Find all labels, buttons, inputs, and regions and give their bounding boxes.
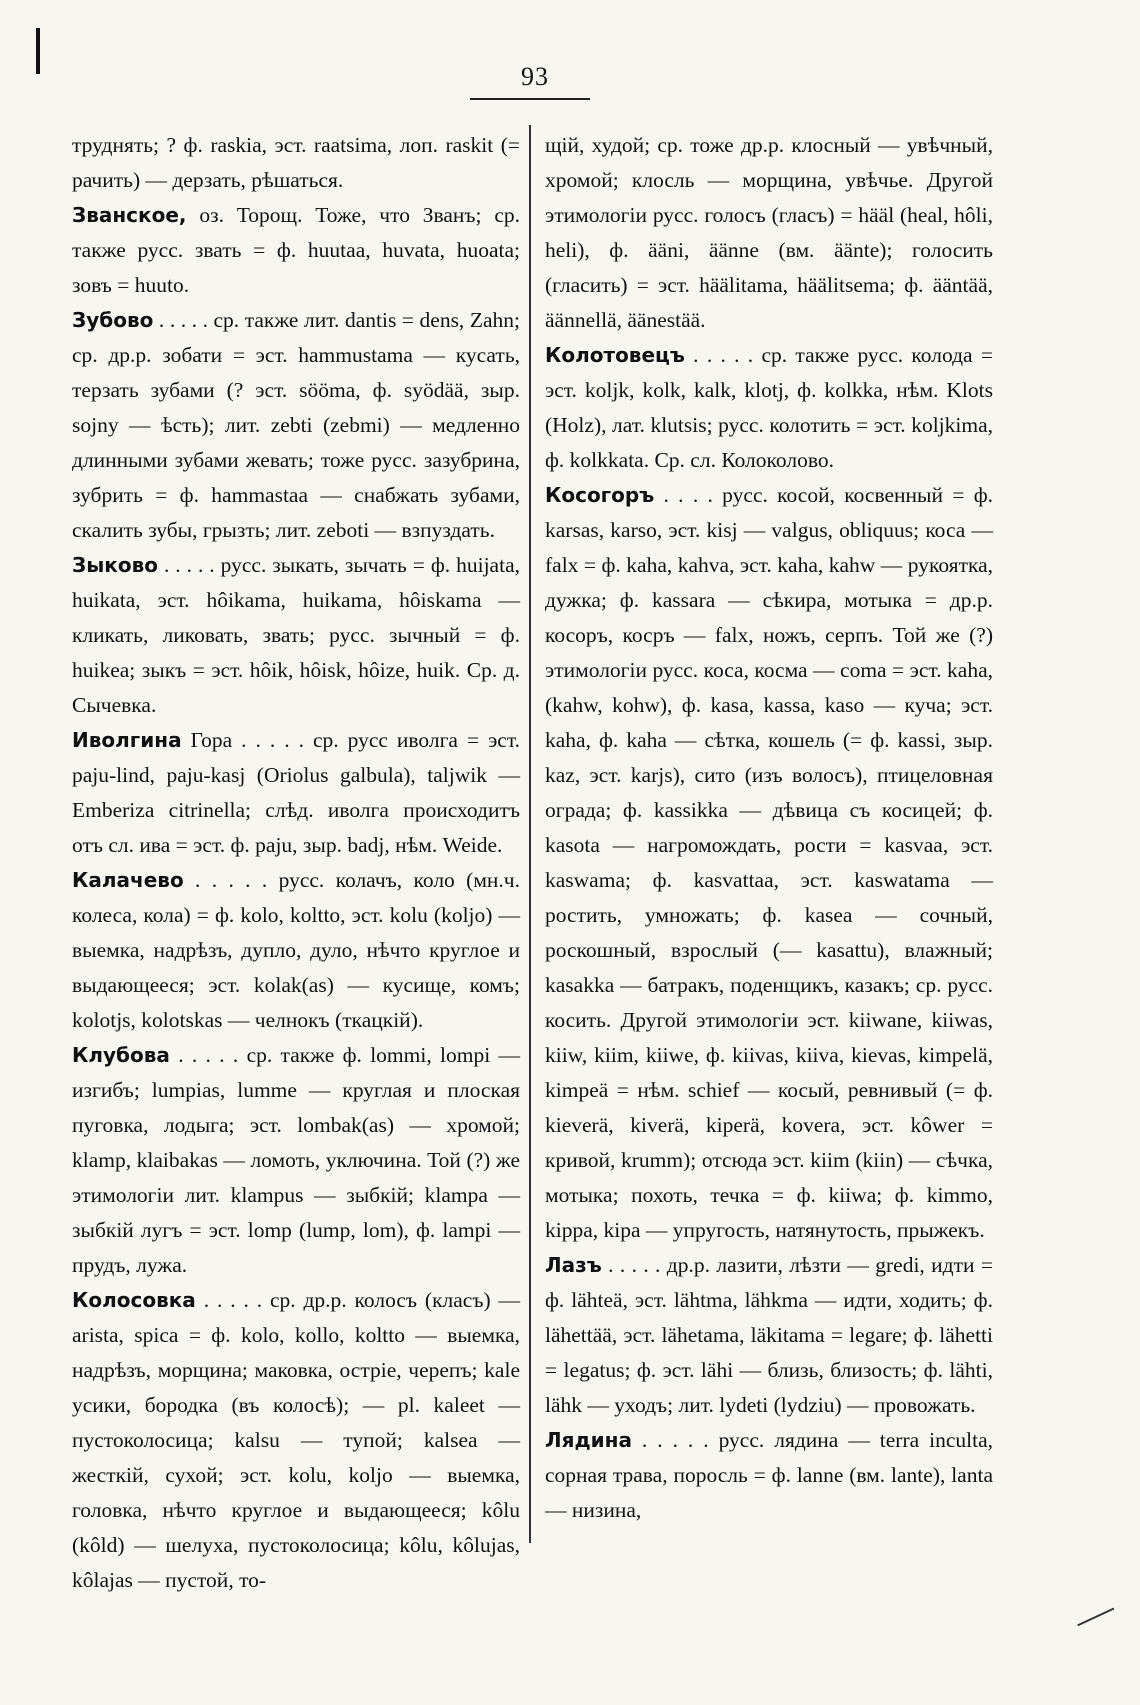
entry-head: Лядина (545, 1428, 632, 1452)
entry-text: оз. Торощ. Тоже, что Званъ; ср. также русс. звать = ф. huutaa, huvata, huoata; зовъ = huuto. (72, 203, 520, 297)
entry-text: . . . . русс. косой, косвенный = ф. karsas, karso, эст. kisj — valgus, obliquus; коса — falx = ф. kaha, kahva, эст. kaha, kahw — рукоятка, дужка; ф. kassara — сѣкира, мотыка = др.р. косоръ, косръ — falx, ножъ, серпъ. Той же (?) этимологіи русс. коса, косма — coma = эст. kaha, (kahw, kohw), ф. kasa, kassa, kaso — куча; эст. kaha, ф. kaha — сѣтка, кошель (= ф. kassi, зыр. kaz, эст. karjs), сито (изъ волосъ), птицеловная ограда; ф. kassikka — дѣвица съ косицей; ф. kasota — нагромождать, рости = kasvaa, эст. kaswama; ф. kasvattaa, эст. kaswatama — ростить, умножать; ф. kasea — сочный, роскошный, взрослый (— kasattu), влажный; kasakka — батракъ, поденщикъ, казакъ; ср. русс. косить. Другой этимологіи эст. kiiwane, kiiwas, kiiw, kiim, kiiwe, ф. kiivas, kiiva, kievas, kimpelä, kimpeä = нѣм. schief — косый, ревнивый (= ф. kieverä, kiverä, kiperä, kovera, эст. kôwer = кривой, krumm); отсюда эст. kiim (kiin) — сѣчка, мотыка; похоть, течка = ф. kiiwa; ф. kimmo, kippa, kipa — упругость, натянутость, прыжекъ. (545, 483, 993, 1242)
entry-text: . . . . . ср. др.р. колосъ (класъ) — arista, spica = ф. kolo, kollo, koltto — выемка, надрѣзъ, морщина; маковка, остріе, черепъ; kale усики, бородка (въ колосѣ); — pl. kaleet — пустоколосица; kalsu — тупой; kalsea — жесткій, сухой; эст. kolu, koljo — выемка, головка, нѣчто круглое и выдающееся; kôlu (kôld) — шелуха, пустоколосица; kôlu, kôlujas, kôlajas — пустой, то- (72, 1288, 520, 1592)
entry-text: . . . . . русс. зыкать, зычать = ф. huijata, huikata, эст. hôikama, huikama, hôiskama — кликать, ликовать, звать; русс. зычный = ф. huikea; зыкъ = эст. hôik, hôisk, hôize, huik. Ср. д. Сычевка. (72, 553, 520, 717)
page-number: 93 (521, 62, 549, 91)
column-divider (529, 125, 531, 1543)
entry-text: . . . . . ср. также ф. lommi, lompi — изгибъ; lumpias, lumme — круглая и плоская пуговка, лодыга; эст. lombak(as) — хромой; klamp, klaibakas — ломоть, уключина. Той (?) же этимологіи лит. klampus — зыбкій; klampa — зыбкій лугъ = эст. lomp (lump, lom), ф. lampi — прудъ, лужа. (72, 1043, 520, 1277)
entry-head: Калачево (72, 868, 184, 892)
entry-text: щій, худой; ср. тоже др.р. клосный — увѣчный, хромой; клосль — морщина, увѣчье. Другой этимологіи русс. голосъ (гласъ) = hääl (heal, hôli, heli), ф. ääni, äänne (вм. äänte); голосить (гласить) = эст. häälitama, häälitsema; ф. ääntää, äännellä, äänestää. (545, 133, 993, 332)
entry-text: . . . . . ср. также лит. dantis = dens, Zahn; ср. др.р. зобати = эст. hammustama — кусать, терзать зубами (? эст. sööma, ф. syödää, зыр. sojny — ѣсть); лит. zebti (zebmi) — медленно длинными зубами жевать; тоже русс. зазубрина, зубрить = ф. hammastaa — снабжать зубами, скалить зубы, грызть; лит. zeboti — взпуздать. (72, 308, 520, 542)
dictionary-entry (72, 548, 520, 723)
entry-text: Гора . . . . . ср. русс иволга = эст. paju-lind, paju-kasj (Oriolus galbula), taljwik — Emberiza citrinella; слѣд. иволга происходитъ отъ сл. ива = эст. ф. paju, зыр. badj, нѣм. Weide. (72, 728, 520, 857)
entry-head: Колотовецъ (545, 343, 685, 367)
dictionary-entry (72, 723, 520, 863)
entry-text: . . . . . русс. лядина — terra inculta, сорная трава, поросль = ф. lanne (вм. lante), lanta — низина, (545, 1428, 993, 1522)
margin-mark (36, 28, 40, 74)
dictionary-entry (72, 198, 520, 303)
left-column (72, 128, 520, 1598)
right-column (545, 128, 993, 1528)
margin-pen-mark (1077, 1608, 1123, 1645)
entry-head: Иволгина (72, 728, 182, 752)
dictionary-entry (545, 478, 993, 1248)
entry-head: Зубово (72, 308, 154, 332)
dictionary-entry (545, 1248, 993, 1423)
entry-head: Званское, (72, 203, 187, 227)
page-number-rule (470, 98, 590, 100)
entry-text: труднять; ? ф. raskia, эст. raatsima, лоп. raskit (= рачить) — дерзать, рѣшаться. (72, 133, 520, 192)
entry-head: Косогоръ (545, 483, 655, 507)
dictionary-entry (545, 128, 993, 338)
dictionary-entry (72, 1283, 520, 1598)
entry-head: Колосовка (72, 1288, 196, 1312)
entry-text: . . . . . др.р. лазити, лѣзти — gredi, идти = ф. lähteä, эст. lähtma, lähkma — идти, ходить; ф. lähettää, эст. lähetama, läkitama = legare; ф. lähetti = legatus; ф. эст. lähi — близь, близость; ф. lähti, lähk — уходъ; лит. lydeti (lydziu) — провожать. (545, 1253, 993, 1417)
dictionary-entry (72, 863, 520, 1038)
dictionary-entry (545, 1423, 993, 1528)
dictionary-entry (72, 1038, 520, 1283)
entry-text: . . . . . ср. также русс. колода = эст. koljk, kolk, kalk, klotj, ф. kolkka, нѣм. Klots (Holz), лат. klutsis; русс. колотить = эст. koljkima, ф. kolkkata. Ср. сл. Колоколово. (545, 343, 993, 472)
entry-head: Зыково (72, 553, 159, 577)
entry-text: . . . . . русс. колачъ, коло (мн.ч. колеса, кола) = ф. kolo, koltto, эст. kolu (koljo) — выемка, надрѣзъ, дупло, дуло, нѣчто круглое и выдающееся; эст. kolak(as) — кусище, комъ; kolotjs, kolotskas — челнокъ (ткацкій). (72, 868, 520, 1032)
dictionary-entry (545, 338, 993, 478)
dictionary-entry (72, 128, 520, 198)
dictionary-entry (72, 303, 520, 548)
entry-head: Лазъ (545, 1253, 602, 1277)
entry-head: Клубова (72, 1043, 170, 1067)
